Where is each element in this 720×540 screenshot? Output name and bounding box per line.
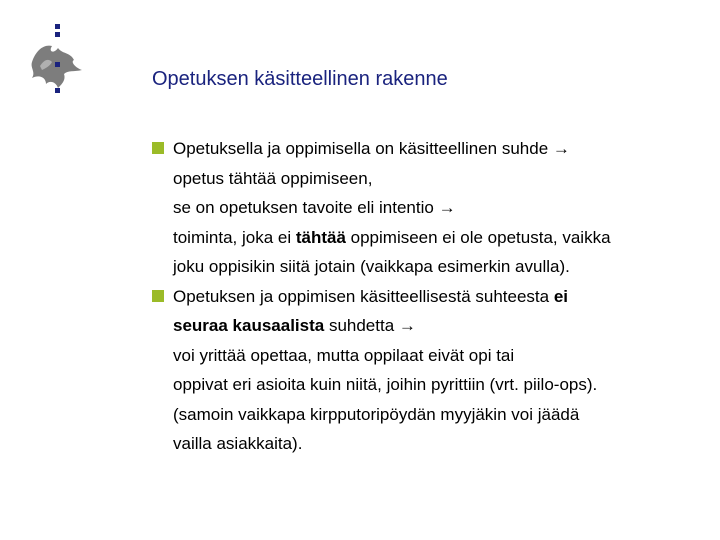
bullet-1-line-3: se on opetuksen tavoite eli intentio → bbox=[173, 198, 456, 217]
slide-title: Opetuksen käsitteellinen rakenne bbox=[152, 68, 448, 90]
bullet-2-line-1 bbox=[173, 282, 712, 312]
text-segment: oppimiseen ei ole opetusta, vaikka bbox=[345, 227, 611, 247]
bullet-item-1 bbox=[152, 134, 712, 282]
bullet-2-line-3: voi yrittää opettaa, mutta oppilaat eivät opi tai bbox=[173, 345, 515, 365]
emphasis-text: ei bbox=[553, 286, 569, 306]
bullet-2-line-4: oppivat eri asioita kuin niitä, joihin pyrittiin (vrt. piilo-ops). bbox=[173, 375, 598, 394]
emphasis-text: seuraa kausaalista bbox=[173, 316, 325, 335]
text-segment: Opetuksen ja oppimisen käsitteellisestä suhteesta bbox=[173, 286, 554, 306]
slide-body bbox=[152, 134, 712, 459]
bullet-item-2 bbox=[152, 282, 712, 459]
emphasis-text: tähtää bbox=[295, 227, 346, 247]
text-segment: suhdetta → bbox=[324, 316, 416, 335]
bullet-2-line-2 bbox=[173, 311, 712, 341]
square-bullet-icon bbox=[152, 290, 164, 302]
square-bullet-icon bbox=[152, 142, 164, 154]
bullet-2-line-5: (samoin vaikkapa kirpputoripöydän myyjäkin voi jäädä bbox=[173, 404, 580, 424]
text-segment: toiminta, joka ei bbox=[173, 227, 296, 247]
bullet-1-line-2: opetus tähtää oppimiseen, bbox=[173, 168, 373, 188]
bullet-1-line-5: joku oppisikin siitä jotain (vaikkapa esimerkin avulla). bbox=[173, 257, 570, 276]
bullet-1-line-1: Opetuksella ja oppimisella on käsitteellinen suhde → bbox=[173, 139, 570, 158]
bullet-1-line-4 bbox=[173, 223, 712, 253]
bullet-2-line-6: vailla asiakkaita). bbox=[173, 434, 303, 453]
university-flame-logo-icon bbox=[18, 22, 90, 98]
